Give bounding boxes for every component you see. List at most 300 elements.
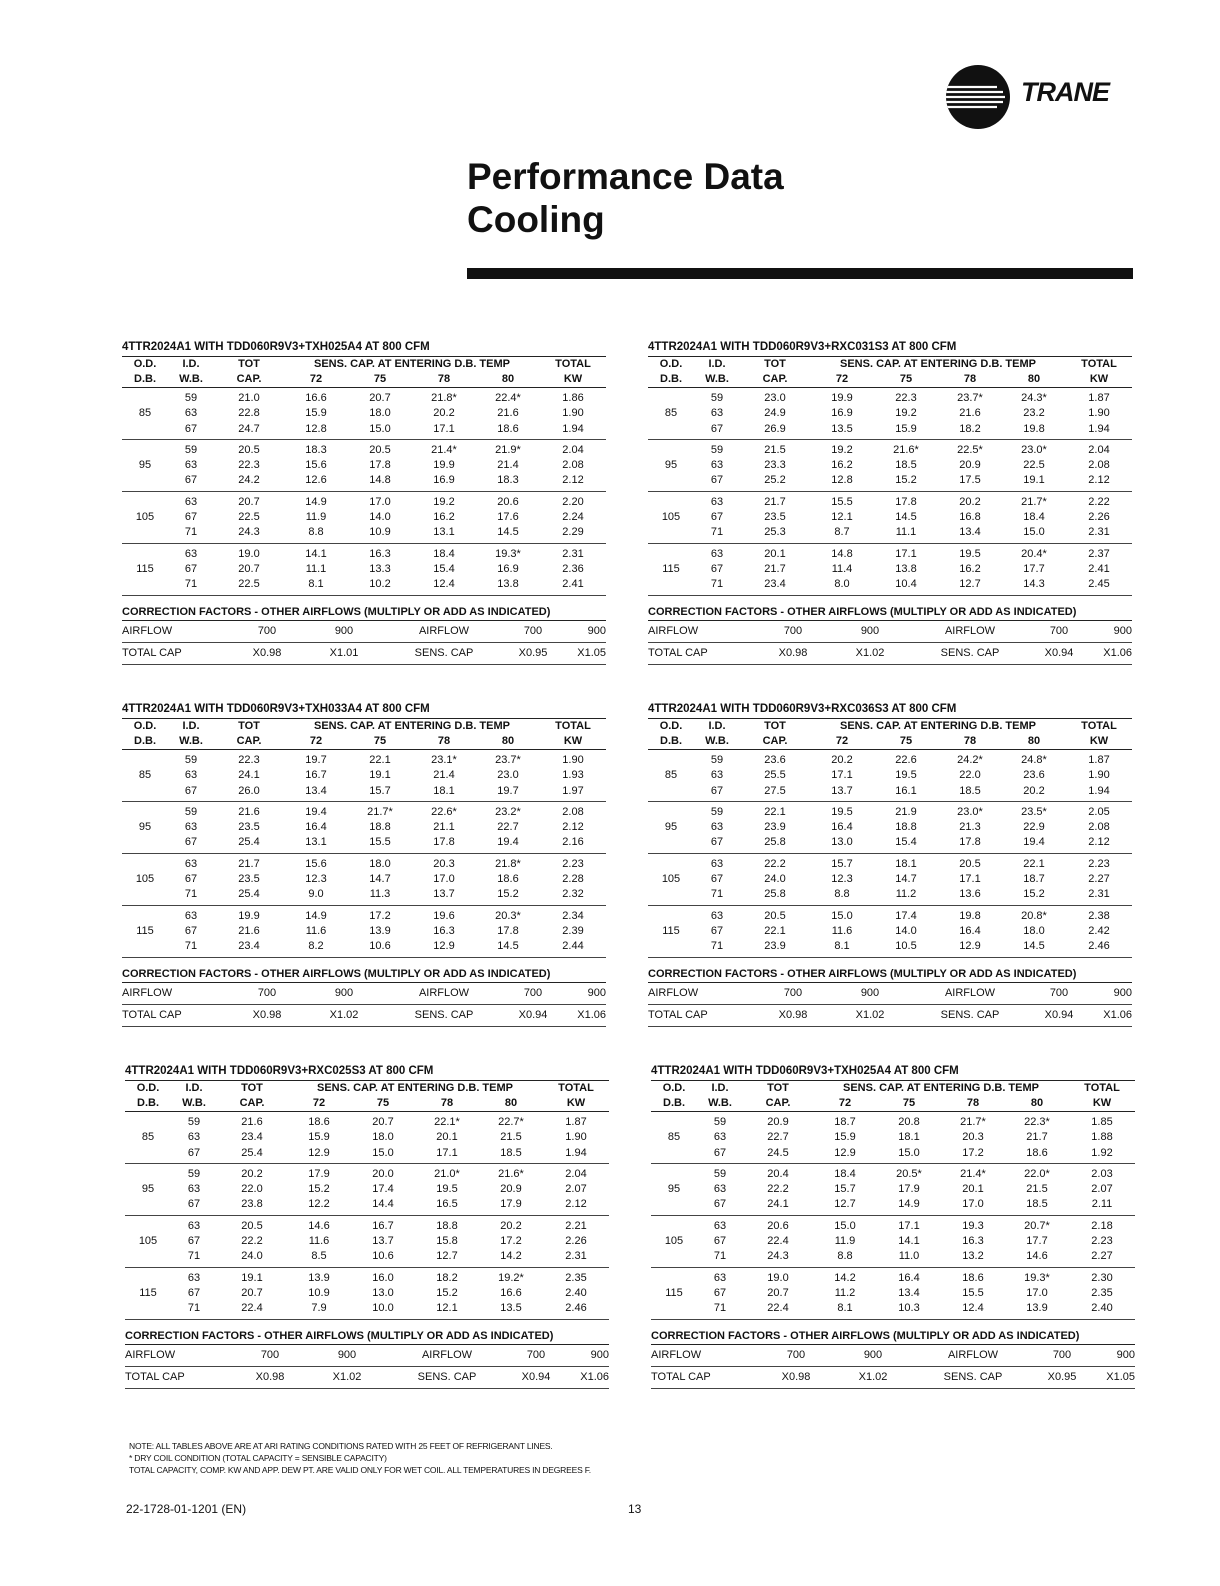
header-temp-72: 72: [284, 372, 348, 388]
header-db: D.B.: [125, 1096, 171, 1112]
od-group: [651, 1215, 1135, 1267]
tot-cap-cell: 27.5: [740, 784, 810, 802]
tot-cap-cell: 19.9: [238, 909, 260, 922]
id-wb-cell: 67: [171, 1146, 217, 1164]
total-cap-label: TOTAL CAP: [125, 1366, 233, 1388]
tot-cap-cell: 21.0: [238, 392, 260, 404]
id-wb-cell: 63: [184, 459, 198, 472]
od-temp-cell: [648, 439, 694, 458]
correction-title: CORRECTION FACTORS - OTHER AIRFLOWS (MULTIPLY OR ADD AS INDICATED): [648, 966, 1132, 983]
airflow-900-2: 900: [1088, 983, 1132, 1005]
sens-cap-700: X0.95: [1033, 1366, 1091, 1388]
sens-78-cell: 22.1*: [434, 1116, 460, 1128]
sens-75-cell: 10.6: [348, 939, 412, 957]
od-temp-cell: [125, 1197, 171, 1215]
od-temp-cell: [651, 1249, 697, 1267]
id-wb-cell: 71: [694, 887, 740, 905]
header-od: O.D.: [133, 358, 157, 370]
id-wb-cell: 67: [184, 924, 198, 937]
tot-cap-cell: 22.3: [238, 459, 260, 472]
sens-80-cell: 21.7: [1026, 1131, 1048, 1144]
total-kw-cell: 2.45: [1066, 577, 1132, 595]
performance-table: [122, 719, 606, 958]
table-row: [648, 510, 1132, 525]
sens-72-cell: 11.2: [834, 1286, 856, 1299]
correction-airflow-row: [648, 983, 1132, 1005]
sens-78-cell: 17.1: [959, 873, 981, 886]
total-kw-cell: 2.12: [1066, 835, 1132, 853]
od-temp-cell: 105: [664, 1235, 684, 1248]
od-temp-cell: [648, 422, 694, 440]
sens-75-cell: 22.1: [369, 754, 391, 766]
performance-block: [122, 701, 606, 1027]
id-wb-cell: 59: [184, 805, 198, 818]
table-row: [651, 1197, 1135, 1215]
table-row: [648, 820, 1132, 835]
sens-72-cell: 11.6: [308, 1235, 330, 1248]
tot-cap-cell: 24.1: [238, 769, 260, 782]
sens-78-cell: 23.1*: [431, 754, 457, 766]
sens-78-cell: 13.2: [941, 1249, 1005, 1267]
correction-table: [648, 983, 1132, 1027]
sens-72-cell: 16.9: [831, 407, 853, 420]
total-kw-cell: 2.28: [562, 873, 584, 886]
sens-75-cell: 14.4: [351, 1197, 415, 1215]
header-tot: TOT: [241, 1082, 263, 1094]
od-group: [651, 1163, 1135, 1215]
od-temp-cell: 95: [664, 821, 678, 834]
sens-72-cell: 7.9: [287, 1301, 351, 1319]
table-row: [125, 1112, 609, 1131]
sens-78-cell: 16.2: [959, 562, 981, 575]
sens-75-cell: 17.1: [895, 547, 917, 560]
tot-cap-cell: 22.1: [764, 805, 786, 818]
sens-75-cell: 20.7: [372, 1116, 394, 1128]
sens-72-cell: 11.9: [834, 1235, 856, 1248]
sens-72-cell: 10.9: [308, 1286, 330, 1299]
total-cap-900: X1.02: [304, 1004, 384, 1026]
header-row-2: [648, 734, 1132, 750]
table-row: [122, 887, 606, 905]
tot-cap-cell: 25.8: [740, 887, 810, 905]
table-row: [648, 801, 1132, 820]
total-kw-cell: 2.23: [1088, 857, 1110, 870]
id-wb-cell: 59: [184, 754, 198, 766]
od-temp-cell: [648, 801, 694, 820]
id-wb-cell: 71: [697, 1249, 743, 1267]
airflow-label: AIRFLOW: [648, 621, 756, 643]
sens-72-cell: 15.9: [305, 407, 327, 420]
id-wb-cell: 67: [697, 1197, 743, 1215]
sens-78-cell: 20.5: [959, 857, 981, 870]
id-wb-cell: 63: [713, 1271, 727, 1284]
sens-72-cell: 8.1: [284, 577, 348, 595]
sens-75-cell: 21.6*: [893, 443, 919, 456]
sens-80-cell: 18.4: [1023, 511, 1045, 524]
airflow-900: 900: [307, 1345, 387, 1367]
sens-72-cell: 13.5: [810, 422, 874, 440]
od-temp-cell: 105: [135, 873, 155, 886]
id-wb-cell: 71: [694, 525, 740, 543]
table-row: [122, 562, 606, 577]
od-temp-cell: [125, 1146, 171, 1164]
sens-80-cell: 20.2: [1002, 784, 1066, 802]
table-row: [122, 835, 606, 853]
header-temp-75: 75: [351, 1096, 415, 1112]
tot-cap-cell: 25.8: [740, 835, 810, 853]
tot-cap-cell: 23.3: [764, 459, 786, 472]
total-kw-cell: 1.90: [1088, 769, 1110, 782]
total-cap-700: X0.98: [233, 1366, 307, 1388]
sens-80-cell: 18.0: [1023, 924, 1045, 937]
total-kw-cell: 2.32: [540, 887, 606, 905]
od-group: [122, 750, 606, 802]
id-wb-cell: 71: [168, 525, 214, 543]
sens-80-cell: 24.3*: [1021, 392, 1047, 404]
id-wb-cell: 67: [168, 473, 214, 491]
id-wb-cell: 67: [713, 1286, 727, 1299]
sens-80-cell: 22.9: [1023, 821, 1045, 834]
total-kw-cell: 1.90: [1088, 407, 1110, 420]
table-row: [651, 1112, 1135, 1131]
sens-72-cell: 8.1: [810, 939, 874, 957]
tot-cap-cell: 22.4: [743, 1301, 813, 1319]
sens-cap-label: SENS. CAP: [910, 642, 1030, 664]
sens-cap-label: SENS. CAP: [384, 1004, 504, 1026]
od-temp-cell: [125, 1112, 171, 1131]
header-wb: W.B.: [697, 1096, 743, 1112]
od-temp-cell: 105: [661, 511, 681, 524]
sens-80-cell: 19.3*: [495, 547, 521, 560]
header-tot: TOT: [767, 1082, 789, 1094]
od-temp-cell: [648, 543, 694, 562]
table-row: [125, 1182, 609, 1197]
od-group: [122, 439, 606, 491]
id-wb-cell: 63: [184, 821, 198, 834]
id-wb-cell: 63: [184, 769, 198, 782]
total-kw-cell: 2.11: [1069, 1197, 1135, 1215]
id-wb-cell: 63: [184, 495, 198, 508]
sens-75-cell: 14.7: [895, 873, 917, 886]
table-row: [122, 853, 606, 872]
tot-cap-cell: 19.0: [238, 547, 260, 560]
performance-block: [122, 339, 606, 665]
table-row: [125, 1146, 609, 1164]
od-temp-cell: [648, 784, 694, 802]
sens-78-cell: 17.8: [938, 835, 1002, 853]
id-wb-cell: 63: [710, 407, 724, 420]
tot-cap-cell: 21.7: [764, 495, 786, 508]
sens-75-cell: 15.0: [877, 1146, 941, 1164]
header-temp-78: 78: [938, 372, 1002, 388]
tot-cap-cell: 24.1: [743, 1197, 813, 1215]
sens-72-cell: 12.2: [287, 1197, 351, 1215]
header-temp-80: 80: [1002, 734, 1066, 750]
header-temp-80: 80: [1005, 1096, 1069, 1112]
id-wb-cell: 59: [184, 392, 198, 404]
header-temp-78: 78: [415, 1096, 479, 1112]
id-wb-cell: 63: [184, 909, 198, 922]
od-temp-cell: [648, 835, 694, 853]
note-dry-coil: * DRY COIL CONDITION (TOTAL CAPACITY = SENSIBLE CAPACITY): [129, 1453, 387, 1463]
tot-cap-cell: 25.2: [740, 473, 810, 491]
table-title: 4TTR2024A1 WITH TDD060R9V3+TXH033A4 AT 800 CFM: [122, 701, 606, 719]
header-temp-75: 75: [348, 372, 412, 388]
sens-75-cell: 14.9: [877, 1197, 941, 1215]
header-od: O.D.: [136, 1082, 160, 1094]
total-cap-700: X0.98: [230, 642, 304, 664]
sens-80-cell: 14.5: [1002, 939, 1066, 957]
tot-cap-cell: 22.1: [764, 924, 786, 937]
sens-80-cell: 17.9: [479, 1197, 543, 1215]
sens-80-cell: 18.6: [476, 422, 540, 440]
sens-72-cell: 16.7: [305, 769, 327, 782]
tot-cap-cell: 22.2: [764, 857, 786, 870]
sens-80-cell: 22.7: [497, 821, 519, 834]
od-group: [648, 750, 1132, 802]
sens-78-cell: 12.9: [938, 939, 1002, 957]
airflow-label-2: AIRFLOW: [913, 1345, 1033, 1367]
sens-72-cell: 14.9: [305, 909, 327, 922]
sens-78-cell: 17.5: [938, 473, 1002, 491]
od-temp-cell: [122, 525, 168, 543]
sens-80-cell: 21.6*: [498, 1167, 524, 1180]
title-rule: [467, 268, 1133, 279]
tot-cap-cell: 22.0: [241, 1183, 263, 1196]
sens-75-cell: 14.0: [369, 511, 391, 524]
table-row: [122, 801, 606, 820]
total-kw-cell: 1.87: [1088, 754, 1110, 766]
tot-cap-cell: 23.8: [217, 1197, 287, 1215]
sens-78-cell: 13.4: [938, 525, 1002, 543]
table-row: [648, 422, 1132, 440]
sens-cap-900: X1.06: [562, 1004, 606, 1026]
sens-72-cell: 8.7: [810, 525, 874, 543]
airflow-700: 700: [230, 983, 304, 1005]
airflow-700: 700: [756, 983, 830, 1005]
od-group: [648, 801, 1132, 853]
header-wb: W.B.: [694, 372, 740, 388]
od-temp-cell: [122, 750, 168, 769]
table-row: [122, 939, 606, 957]
header-row-1: [648, 357, 1132, 372]
sens-75-cell: 10.2: [348, 577, 412, 595]
sens-78-cell: 18.2: [436, 1271, 458, 1284]
total-kw-cell: 2.12: [540, 473, 606, 491]
sens-72-cell: 14.8: [831, 547, 853, 560]
sens-80-cell: 18.5: [1005, 1197, 1069, 1215]
sens-78-cell: 12.9: [412, 939, 476, 957]
correction-table: [122, 621, 606, 665]
tot-cap-cell: 24.7: [214, 422, 284, 440]
sens-75-cell: 14.0: [895, 924, 917, 937]
tot-cap-cell: 23.4: [740, 577, 810, 595]
sens-78-cell: 18.5: [938, 784, 1002, 802]
table-row: [648, 939, 1132, 957]
header-id: I.D.: [708, 720, 726, 732]
od-temp-cell: 85: [667, 1131, 681, 1144]
total-kw-cell: 2.37: [1088, 547, 1110, 560]
total-kw-cell: 2.21: [565, 1219, 587, 1232]
airflow-label-2: AIRFLOW: [384, 621, 504, 643]
total-cap-label: TOTAL CAP: [651, 1366, 759, 1388]
sens-80-cell: 15.2: [476, 887, 540, 905]
total-kw-cell: 2.42: [1088, 924, 1110, 937]
od-group: [125, 1112, 609, 1164]
header-od: O.D.: [133, 720, 157, 732]
sens-cap-900: X1.06: [1088, 1004, 1132, 1026]
sens-72-cell: 8.8: [813, 1249, 877, 1267]
total-cap-700: X0.98: [756, 1004, 830, 1026]
sens-78-cell: 19.8: [959, 909, 981, 922]
id-wb-cell: 63: [710, 909, 724, 922]
airflow-900: 900: [830, 983, 910, 1005]
sens-75-cell: 22.3: [895, 392, 917, 404]
sens-72-cell: 18.6: [308, 1116, 330, 1128]
sens-78-cell: 19.2: [433, 495, 455, 508]
od-temp-cell: [122, 577, 168, 595]
table-title: 4TTR2024A1 WITH TDD060R9V3+RXC025S3 AT 800 CFM: [125, 1063, 609, 1081]
od-temp-cell: [651, 1267, 697, 1286]
od-temp-cell: [648, 750, 694, 769]
table-row: [651, 1182, 1135, 1197]
airflow-700: 700: [230, 621, 304, 643]
sens-75-cell: 13.7: [372, 1235, 394, 1248]
total-kw-cell: 2.04: [1088, 443, 1110, 456]
performance-block: [125, 1063, 609, 1389]
id-wb-cell: 71: [168, 887, 214, 905]
tot-cap-cell: 20.6: [767, 1219, 789, 1232]
total-kw-cell: 1.90: [562, 407, 584, 420]
sens-78-cell: 12.4: [941, 1301, 1005, 1319]
total-kw-cell: 2.12: [562, 821, 584, 834]
total-kw-cell: 2.26: [565, 1235, 587, 1248]
sens-75-cell: 20.0: [372, 1167, 394, 1180]
tot-cap-cell: 24.2: [214, 473, 284, 491]
sens-80-cell: 17.8: [497, 924, 519, 937]
table-row: [648, 473, 1132, 491]
brand-name: TRANE: [1021, 77, 1109, 107]
header-od: O.D.: [662, 1082, 686, 1094]
od-temp-cell: [648, 577, 694, 595]
sens-80-cell: 19.1: [1002, 473, 1066, 491]
total-kw-cell: 2.16: [540, 835, 606, 853]
tot-cap-cell: 21.6: [238, 924, 260, 937]
total-kw-cell: 2.27: [1069, 1249, 1135, 1267]
header-temp-80: 80: [476, 372, 540, 388]
total-kw-cell: 2.08: [1088, 821, 1110, 834]
header-row-1: [651, 1081, 1135, 1096]
total-cap-label: TOTAL CAP: [122, 642, 230, 664]
table-row: [122, 905, 606, 924]
sens-75-cell: 15.0: [348, 422, 412, 440]
document-number: 22-1728-01-1201 (EN): [126, 1502, 247, 1516]
sens-cap-900: X1.06: [1088, 642, 1132, 664]
od-temp-cell: 105: [661, 873, 681, 886]
sens-78-cell: 21.0*: [434, 1167, 460, 1180]
total-kw-cell: 2.22: [1088, 495, 1110, 508]
total-kw-cell: 2.30: [1091, 1271, 1113, 1284]
table-row: [648, 577, 1132, 595]
sens-78-cell: 18.8: [436, 1219, 458, 1232]
title-line-2: Cooling: [467, 199, 605, 240]
sens-78-cell: 16.9: [412, 473, 476, 491]
sens-80-cell: 19.4: [476, 835, 540, 853]
sens-72-cell: 18.3: [305, 443, 327, 456]
airflow-label: AIRFLOW: [648, 983, 756, 1005]
sens-80-cell: 21.8*: [495, 857, 521, 870]
id-wb-cell: 71: [694, 577, 740, 595]
total-kw-cell: 1.93: [562, 769, 584, 782]
sens-72-cell: 18.7: [834, 1116, 856, 1128]
sens-78-cell: 18.6: [962, 1271, 984, 1284]
sens-78-cell: 22.6*: [431, 805, 457, 818]
od-group: [648, 388, 1132, 440]
sens-75-cell: 14.8: [348, 473, 412, 491]
table-row: [648, 835, 1132, 853]
sens-72-cell: 19.2: [831, 443, 853, 456]
sens-72-cell: 13.1: [284, 835, 348, 853]
total-kw-cell: 2.40: [1069, 1301, 1135, 1319]
sens-80-cell: 19.7: [476, 784, 540, 802]
correction-factor-row: [122, 1004, 606, 1026]
od-temp-cell: [648, 939, 694, 957]
total-kw-cell: 2.12: [1066, 473, 1132, 491]
id-wb-cell: 67: [187, 1286, 201, 1299]
sens-72-cell: 12.3: [831, 873, 853, 886]
tot-cap-cell: 19.1: [241, 1271, 263, 1284]
tot-cap-cell: 21.7: [238, 857, 260, 870]
sens-72-cell: 15.0: [831, 909, 853, 922]
sens-75-cell: 13.9: [369, 924, 391, 937]
total-kw-cell: 1.94: [1066, 422, 1132, 440]
total-kw-cell: 1.97: [540, 784, 606, 802]
od-temp-cell: [651, 1112, 697, 1131]
header-kw: KW: [1069, 1096, 1135, 1112]
od-temp-cell: 95: [138, 821, 152, 834]
sens-72-cell: 11.6: [831, 924, 853, 937]
sens-78-cell: 12.7: [938, 577, 1002, 595]
od-group: [651, 1267, 1135, 1319]
sens-80-cell: 20.9: [500, 1183, 522, 1196]
sens-78-cell: 17.0: [433, 873, 455, 886]
sens-75-cell: 18.1: [898, 1131, 920, 1144]
id-wb-cell: 67: [713, 1235, 727, 1248]
sens-78-cell: 20.9: [959, 459, 981, 472]
sens-75-cell: 13.4: [898, 1286, 920, 1299]
total-kw-cell: 2.04: [562, 443, 584, 456]
header-sens-cap: SENS. CAP. AT ENTERING D.B. TEMP: [840, 358, 1036, 370]
airflow-900-2: 900: [562, 621, 606, 643]
sens-75-cell: 10.0: [351, 1301, 415, 1319]
sens-72-cell: 15.9: [834, 1131, 856, 1144]
total-kw-cell: 2.05: [1088, 805, 1110, 818]
table-title: 4TTR2024A1 WITH TDD060R9V3+RXC031S3 AT 800 CFM: [648, 339, 1132, 357]
sens-75-cell: 18.1: [895, 857, 917, 870]
id-wb-cell: 67: [184, 511, 198, 524]
sens-72-cell: 11.6: [305, 924, 327, 937]
airflow-label: AIRFLOW: [125, 1345, 233, 1367]
table-row: [651, 1267, 1135, 1286]
id-wb-cell: 63: [187, 1183, 201, 1196]
id-wb-cell: 63: [713, 1219, 727, 1232]
sens-78-cell: 16.3: [433, 924, 455, 937]
sens-75-cell: 18.8: [895, 821, 917, 834]
sens-78-cell: 21.1: [433, 821, 455, 834]
table-row: [651, 1146, 1135, 1164]
table-row: [125, 1197, 609, 1215]
od-group: [648, 853, 1132, 905]
